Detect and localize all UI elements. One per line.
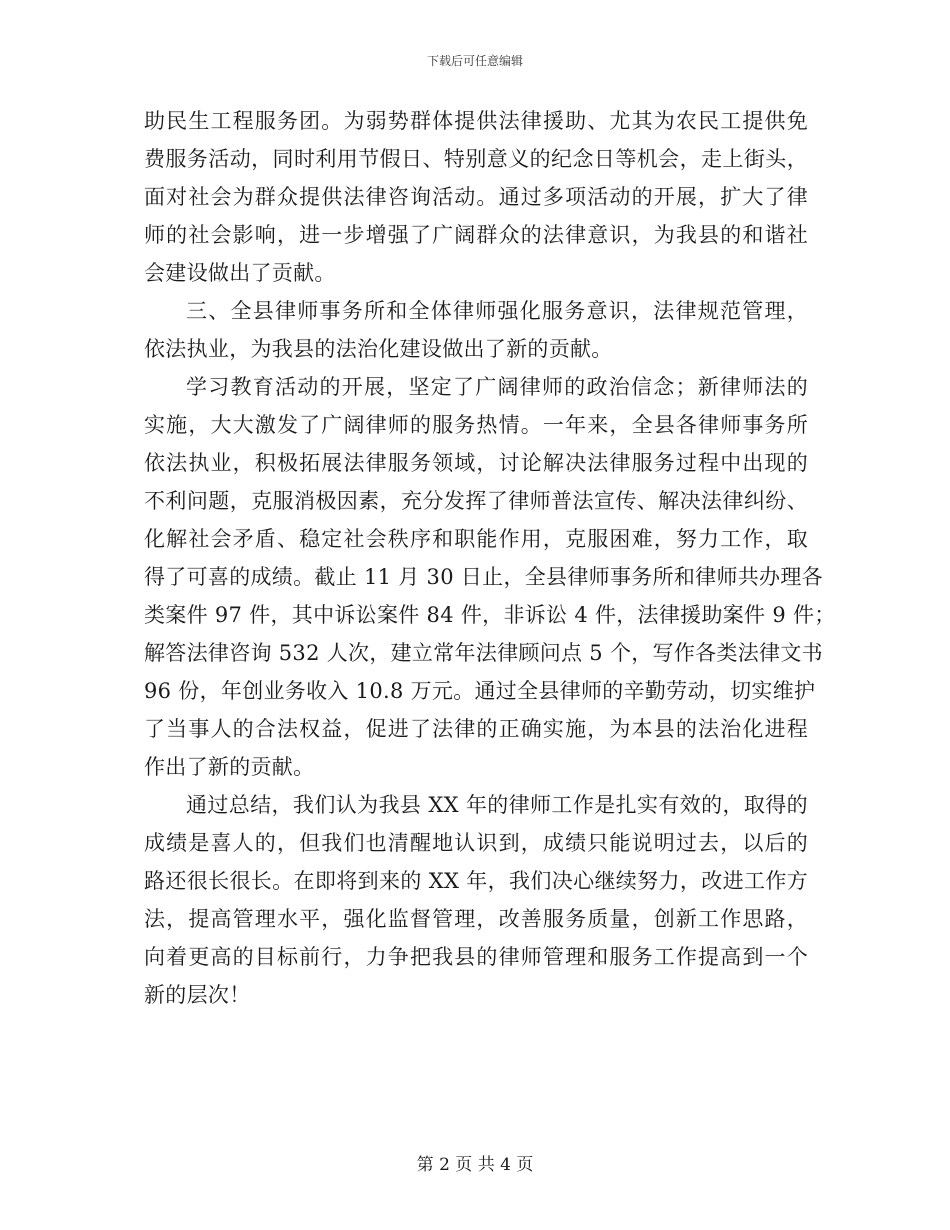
text-line: 学习教育活动的开展，坚定了广阔律师的政治信念；新律师法的 (186, 375, 808, 399)
text-line: 向着更高的目标前行，力争把我县的律师管理和服务工作提高到一个 (144, 945, 808, 969)
text-line: 三、全县律师事务所和全体律师强化服务意识，法律规范管理， (186, 299, 808, 323)
page-number-footer: 第 2 页 共 4 页 (416, 1155, 534, 1175)
text-line: 作出了新的贡献。 (144, 755, 315, 779)
text-line: 类案件 97 件，其中诉讼案件 84 件，非诉讼 4 件，法律援助案件 9 件； (144, 603, 836, 627)
document-body (144, 102, 836, 1014)
paragraph-1 (144, 102, 808, 292)
text-line: 助民生工程服务团。为弱势群体提供法律援助、尤其为农民工提供免 (144, 109, 808, 133)
paragraph-4 (144, 786, 808, 1014)
text-line: 化解社会矛盾、稳定社会秩序和职能作用，克服困难，努力工作，取 (144, 527, 808, 551)
text-line: 通过总结，我们认为我县 XX 年的律师工作是扎实有效的，取得的 (186, 793, 808, 817)
text-line: 解答法律咨询 532 人次，建立常年法律顾问点 5 个，写作各类法律文书 (144, 641, 823, 665)
text-line: 面对社会为群众提供法律咨询活动。通过多项活动的开展，扩大了律 (144, 185, 808, 209)
paragraph-2 (144, 292, 808, 368)
text-line: 师的社会影响，进一步增强了广阔群众的法律意识，为我县的和谐社 (144, 223, 808, 247)
text-line: 得了可喜的成绩。截止 11 月 30 日止，全县律师事务所和律师共办理各 (144, 565, 823, 589)
text-line: 会建设做出了贡献。 (144, 261, 336, 285)
text-line: 96 份，年创业务收入 10.8 万元。通过全县律师的辛勤劳动，切实维护 (144, 679, 816, 703)
text-line: 依法执业，为我县的法治化建设做出了新的贡献。 (144, 337, 613, 361)
text-line: 成绩是喜人的，但我们也清醒地认识到，成绩只能说明过去，以后的 (144, 831, 808, 855)
text-line: 了当事人的合法权益，促进了法律的正确实施，为本县的法治化进程 (144, 717, 808, 741)
text-line: 新的层次！ (144, 983, 251, 1007)
text-line: 依法执业，积极拓展法律服务领域，讨论解决法律服务过程中出现的 (144, 451, 808, 475)
text-line: 法，提高管理水平，强化监督管理，改善服务质量，创新工作思路， (144, 907, 808, 931)
text-line: 不利问题，克服消极因素，充分发挥了律师普法宣传、解决法律纠纷、 (144, 489, 808, 513)
text-line: 费服务活动，同时利用节假日、特别意义的纪念日等机会，走上街头， (144, 147, 808, 171)
text-line: 路还很长很长。在即将到来的 XX 年，我们决心继续努力，改进工作方 (144, 869, 808, 893)
text-line: 实施，大大激发了广阔律师的服务热情。一年来，全县各律师事务所 (144, 413, 808, 437)
page-header: 下载后可任意编辑 (426, 54, 523, 68)
paragraph-3 (144, 368, 836, 786)
